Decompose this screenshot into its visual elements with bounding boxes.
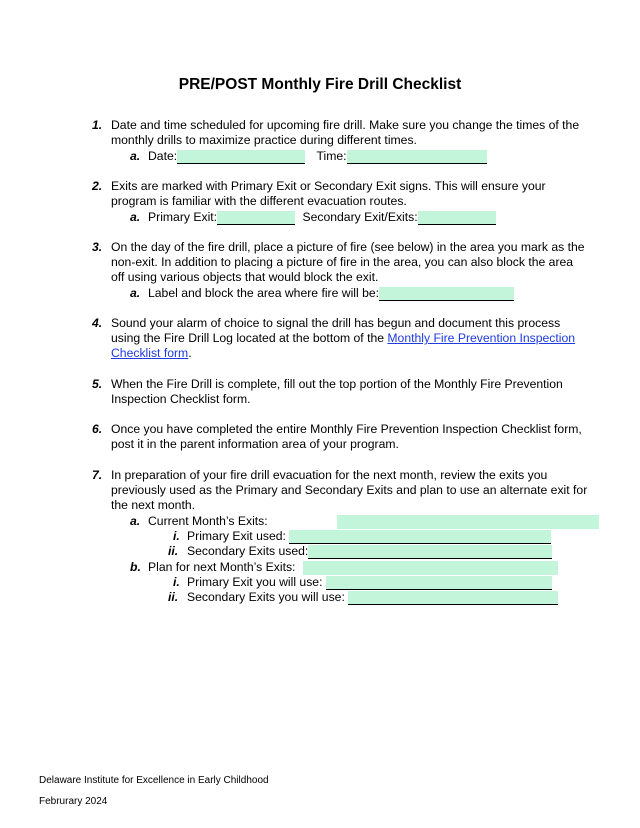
- secondary-exits-next-row: [187, 590, 558, 605]
- next-exits-label: Plan for next Month’s Exits:: [148, 560, 296, 574]
- sub-roman: ii.: [168, 590, 179, 604]
- primary-exit-next-field[interactable]: [326, 576, 552, 590]
- item-text-line: post it in the parent information area of your program.: [111, 437, 399, 451]
- item-text: using the Fire Drill Log located at the bottom of the: [111, 331, 388, 345]
- sub-letter: a.: [130, 286, 141, 300]
- inspection-form-link-cont[interactable]: Checklist form: [111, 346, 189, 360]
- sub-roman: i.: [173, 529, 180, 543]
- secondary-exits-used-label: Secondary Exits used:: [187, 544, 309, 558]
- date-field[interactable]: [177, 150, 305, 164]
- primary-exit-next-label: Primary Exit you will use:: [187, 575, 323, 589]
- sub-roman: i.: [173, 575, 180, 589]
- item-text-line: When the Fire Drill is complete, fill out the top portion of the Monthly Fire Prevention: [111, 377, 563, 391]
- time-field[interactable]: [347, 150, 487, 164]
- item-number: 1.: [92, 118, 103, 132]
- item-text-line: On the day of the fire drill, place a picture of fire (see below) in the area you mark as the: [111, 240, 585, 254]
- fire-area-label: Label and block the area where fire will be:: [148, 286, 380, 300]
- item-number: 4.: [92, 316, 103, 330]
- current-exits-label: Current Month’s Exits:: [148, 514, 268, 528]
- primary-exit-next-row: [187, 575, 552, 590]
- sub-letter: a.: [130, 210, 141, 224]
- fire-area-row: [148, 286, 514, 301]
- item-text-line: off using various objects that would block the exit.: [111, 270, 379, 284]
- item-number: 7.: [92, 468, 103, 482]
- page-title: PRE/POST Monthly Fire Drill Checklist: [178, 76, 462, 93]
- item-number: 5.: [92, 377, 103, 391]
- item-text-line: Sound your alarm of choice to signal the drill has begun and document this process: [111, 316, 561, 330]
- date-label: Date:: [148, 149, 178, 163]
- primary-exit-used-row: [187, 529, 551, 544]
- item-text-line: program is familiar with the different evacuation routes.: [111, 194, 407, 208]
- secondary-exits-next-label: Secondary Exits you will use:: [187, 590, 345, 604]
- secondary-exits-label: Secondary Exit/Exits:: [302, 210, 418, 224]
- secondary-exits-used-field[interactable]: [308, 545, 552, 559]
- item-text-line: In preparation of your fire drill evacuation for the next month, review the exits you: [111, 468, 548, 482]
- primary-exit-field[interactable]: [217, 211, 295, 225]
- sub-letter: a.: [130, 514, 141, 528]
- inspection-form-link[interactable]: Monthly Fire Prevention Inspection: [387, 331, 576, 345]
- item-text-line: Inspection Checklist form.: [111, 392, 251, 406]
- item-text-line: Exits are marked with Primary Exit or Secondary Exit signs. This will ensure your: [111, 179, 546, 193]
- item-text: .: [188, 346, 192, 360]
- sub-letter: b.: [130, 560, 141, 574]
- item-text-line: [111, 346, 192, 361]
- next-exits-field[interactable]: [303, 561, 558, 575]
- item-text-line: Once you have completed the entire Monthly Fire Prevention Inspection Checklist form,: [111, 422, 582, 436]
- footer-date: Februrary 2024: [39, 796, 108, 807]
- secondary-exits-used-row: [187, 544, 552, 559]
- time-label: Time:: [316, 149, 347, 163]
- current-exits-row: [148, 514, 599, 529]
- exits-row: [148, 210, 496, 225]
- sub-roman: ii.: [168, 544, 179, 558]
- secondary-exits-field[interactable]: [418, 211, 496, 225]
- date-time-row: [148, 149, 487, 164]
- primary-exit-used-label: Primary Exit used:: [187, 529, 286, 543]
- item-text-line: monthly drills to maximize practice during different times.: [111, 133, 417, 147]
- sub-letter: a.: [130, 149, 141, 163]
- footer-org: Delaware Institute for Excellence in Early Childhood: [39, 775, 269, 786]
- item-text-line: previously used as the Primary and Secondary Exits and plan to use an alternate exit for: [111, 483, 588, 497]
- item-text-line: the next month.: [111, 498, 196, 512]
- item-text-line: [111, 331, 575, 346]
- next-exits-row: [148, 560, 558, 575]
- current-exits-field[interactable]: [337, 515, 599, 529]
- item-number: 6.: [92, 422, 103, 436]
- item-text-line: non-exit. In addition to placing a picture of fire in the area, you can also block the area: [111, 255, 574, 269]
- secondary-exits-next-field[interactable]: [348, 591, 558, 605]
- fire-area-field[interactable]: [379, 287, 514, 301]
- item-text-line: Date and time scheduled for upcoming fire drill. Make sure you change the times of the: [111, 118, 580, 132]
- primary-exit-label: Primary Exit:: [148, 210, 218, 224]
- item-number: 3.: [92, 240, 103, 254]
- primary-exit-used-field[interactable]: [289, 530, 551, 544]
- item-number: 2.: [92, 179, 103, 193]
